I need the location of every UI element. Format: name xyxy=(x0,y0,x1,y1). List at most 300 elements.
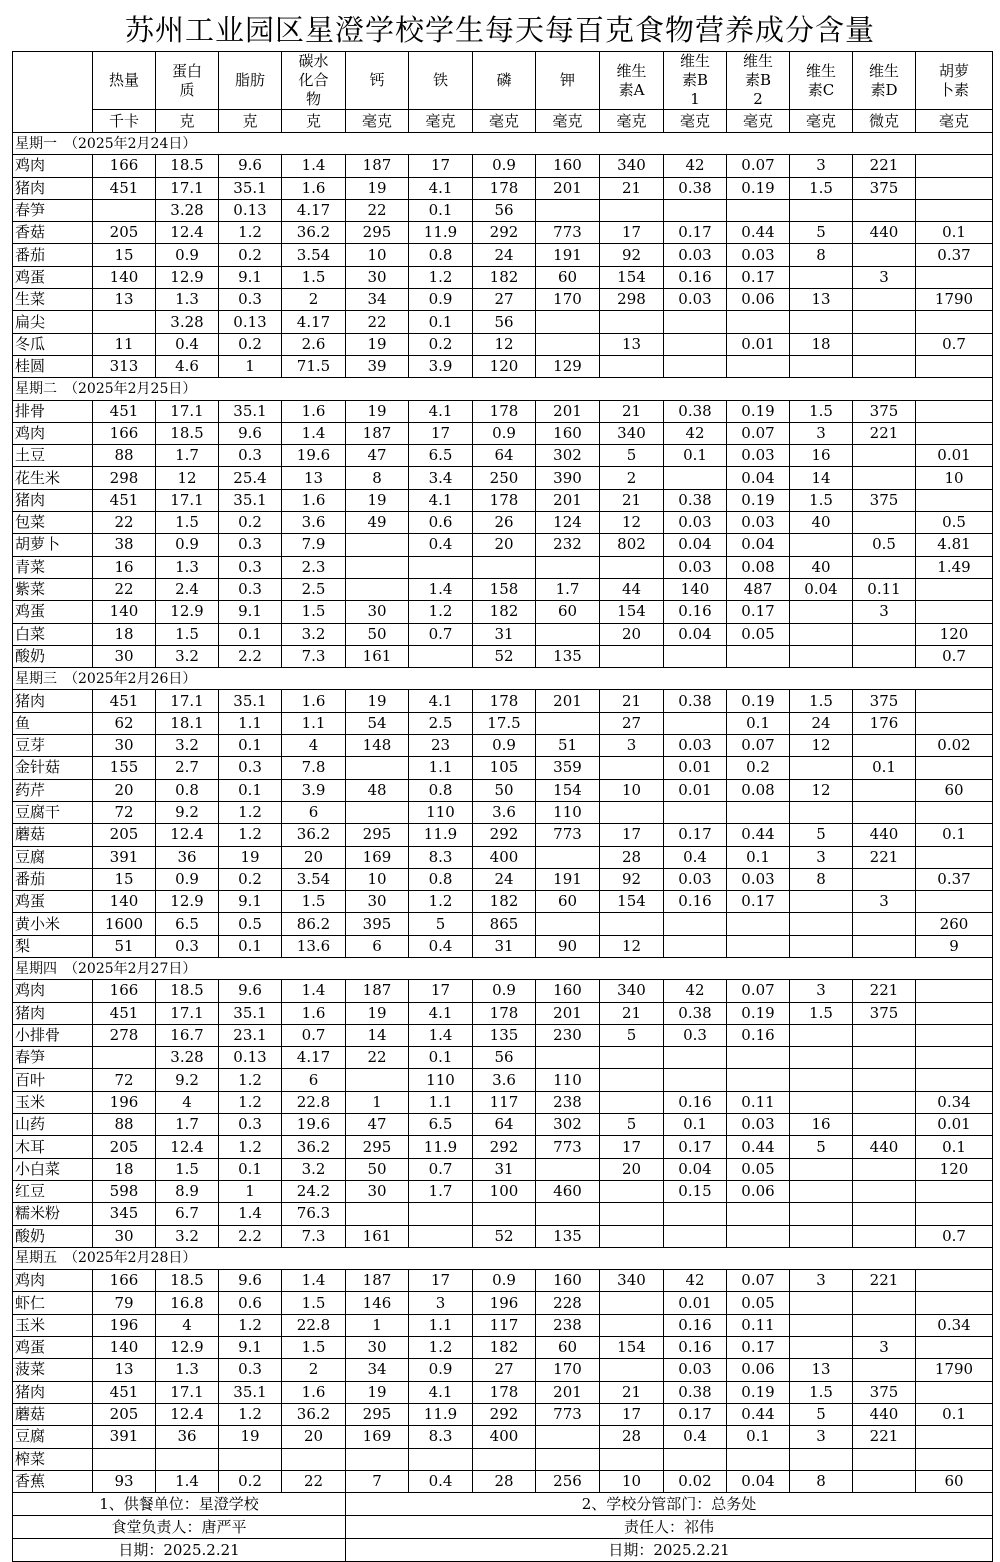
nutrient-value: 0.19 xyxy=(727,690,790,712)
nutrient-value xyxy=(853,1203,916,1225)
nutrient-value: 238 xyxy=(536,1091,600,1113)
nutrient-value: 0.01 xyxy=(664,757,727,779)
nutrient-value: 35.1 xyxy=(219,690,282,712)
nutrient-value xyxy=(916,1024,993,1046)
nutrient-value: 359 xyxy=(536,757,600,779)
nutrient-value: 110 xyxy=(409,1069,473,1091)
nutrient-value xyxy=(600,1203,664,1225)
nutrient-value: 166 xyxy=(93,155,156,177)
nutrient-value: 187 xyxy=(346,422,409,444)
nutrient-value: 1.2 xyxy=(219,1136,282,1158)
nutrient-value xyxy=(727,1069,790,1091)
nutrient-value xyxy=(853,779,916,801)
nutrient-value: 1.2 xyxy=(219,1314,282,1336)
column-header-label: 钙 xyxy=(369,71,385,89)
column-header xyxy=(282,52,346,110)
nutrient-value: 0.7 xyxy=(916,1225,993,1247)
nutrient-value xyxy=(346,556,409,578)
date-left-text: 日期：2025.2.21 xyxy=(13,1539,346,1562)
nutrient-value xyxy=(916,1337,993,1359)
nutrient-value: 39 xyxy=(346,355,409,377)
nutrient-value: 166 xyxy=(93,980,156,1002)
food-name: 鸡蛋 xyxy=(13,601,93,623)
nutrient-value: 250 xyxy=(473,467,536,489)
nutrient-value: 451 xyxy=(93,690,156,712)
nutrient-value: 4 xyxy=(282,735,346,757)
column-header-label: 磷 xyxy=(496,71,512,89)
nutrient-value xyxy=(727,801,790,823)
nutrient-value: 0.9 xyxy=(409,1359,473,1381)
nutrient-value xyxy=(664,1448,727,1470)
nutrient-value xyxy=(853,445,916,467)
nutrient-value: 0.16 xyxy=(664,1337,727,1359)
nutrient-value: 0.07 xyxy=(727,422,790,444)
nutrient-value: 182 xyxy=(473,891,536,913)
nutrient-value: 375 xyxy=(853,690,916,712)
food-row xyxy=(13,645,993,667)
food-name: 小排骨 xyxy=(13,1024,93,1046)
nutrient-value xyxy=(916,155,993,177)
nutrient-value: 1.5 xyxy=(282,266,346,288)
nutrient-value: 36.2 xyxy=(282,1403,346,1425)
nutrient-value: 4.1 xyxy=(409,1381,473,1403)
nutrient-value xyxy=(790,1091,853,1113)
nutrient-value: 205 xyxy=(93,222,156,244)
nutrient-value: 12.4 xyxy=(156,1136,219,1158)
nutrient-value: 3 xyxy=(853,1337,916,1359)
nutrient-value: 154 xyxy=(600,266,664,288)
nutrient-value: 1 xyxy=(346,1314,409,1336)
nutrient-value: 1.3 xyxy=(156,1359,219,1381)
nutrient-value: 20 xyxy=(282,1426,346,1448)
nutrient-value: 110 xyxy=(409,801,473,823)
nutrient-value: 12.9 xyxy=(156,891,219,913)
nutrient-value: 178 xyxy=(473,1002,536,1024)
nutrient-value: 2.5 xyxy=(282,578,346,600)
nutrient-value xyxy=(93,199,156,221)
column-unit: 毫克 xyxy=(473,110,536,133)
nutrient-value: 17 xyxy=(600,824,664,846)
day-label: 星期四 （2025年2月27日） xyxy=(13,957,993,979)
column-header xyxy=(219,52,282,110)
nutrient-value: 160 xyxy=(536,980,600,1002)
nutrient-value: 9.6 xyxy=(219,155,282,177)
nutrient-value xyxy=(790,1180,853,1202)
food-name: 鸡蛋 xyxy=(13,1337,93,1359)
date-right-text: 日期：2025.2.21 xyxy=(346,1539,993,1562)
nutrient-value xyxy=(664,801,727,823)
nutrient-value: 0.03 xyxy=(727,1114,790,1136)
nutrient-value: 4.81 xyxy=(916,534,993,556)
column-header xyxy=(853,52,916,110)
nutrient-value: 4.6 xyxy=(156,355,219,377)
nutrient-value: 0.9 xyxy=(156,244,219,266)
nutrient-value: 17.1 xyxy=(156,1381,219,1403)
nutrient-value xyxy=(409,1225,473,1247)
nutrient-value: 19 xyxy=(346,489,409,511)
nutrient-value: 178 xyxy=(473,1381,536,1403)
column-unit: 毫克 xyxy=(346,110,409,133)
nutrient-value: 60 xyxy=(536,266,600,288)
nutrient-value: 0.01 xyxy=(664,779,727,801)
nutrient-value xyxy=(853,1158,916,1180)
nutrient-value: 117 xyxy=(473,1091,536,1113)
nutrient-value: 1790 xyxy=(916,289,993,311)
nutrient-value xyxy=(790,601,853,623)
nutrient-value: 0.9 xyxy=(473,1270,536,1292)
food-name: 豆腐 xyxy=(13,846,93,868)
nutrient-value: 773 xyxy=(536,824,600,846)
nutrient-value: 221 xyxy=(853,155,916,177)
nutrient-value: 182 xyxy=(473,1337,536,1359)
nutrient-value: 16 xyxy=(790,1114,853,1136)
nutrient-value: 0.38 xyxy=(664,400,727,422)
nutrient-value: 28 xyxy=(600,846,664,868)
nutrient-value: 1600 xyxy=(93,913,156,935)
nutrient-value: 1.3 xyxy=(156,289,219,311)
nutrient-value: 3.2 xyxy=(282,623,346,645)
nutrient-value xyxy=(600,556,664,578)
nutrient-value xyxy=(790,1047,853,1069)
nutrient-value: 1.4 xyxy=(409,1024,473,1046)
nutrient-value: 155 xyxy=(93,757,156,779)
nutrient-value xyxy=(853,333,916,355)
nutrient-value: 0.3 xyxy=(219,1359,282,1381)
nutrient-value: 1.6 xyxy=(282,489,346,511)
nutrient-value: 117 xyxy=(473,1314,536,1336)
nutrient-value: 0.3 xyxy=(156,935,219,957)
nutrient-value: 1.5 xyxy=(156,512,219,534)
nutrient-value: 62 xyxy=(93,712,156,734)
column-unit: 微克 xyxy=(853,110,916,133)
nutrient-value: 0.1 xyxy=(409,1047,473,1069)
food-row xyxy=(13,1180,993,1202)
nutrient-value: 2.7 xyxy=(156,757,219,779)
nutrient-value: 205 xyxy=(93,1136,156,1158)
nutrient-value: 9.2 xyxy=(156,801,219,823)
nutrient-value: 375 xyxy=(853,489,916,511)
nutrient-value xyxy=(727,645,790,667)
nutrient-value: 1 xyxy=(219,1180,282,1202)
nutrient-value: 0.07 xyxy=(727,1270,790,1292)
food-name: 猪肉 xyxy=(13,1002,93,1024)
nutrient-value: 302 xyxy=(536,1114,600,1136)
nutrient-value: 21 xyxy=(600,177,664,199)
nutrient-value xyxy=(536,1158,600,1180)
nutrient-value: 0.5 xyxy=(219,913,282,935)
column-header-label: 维生素A xyxy=(616,61,647,99)
nutrient-value: 0.9 xyxy=(156,868,219,890)
nutrient-value: 0.2 xyxy=(219,333,282,355)
nutrient-value: 3.54 xyxy=(282,868,346,890)
nutrient-value: 120 xyxy=(473,355,536,377)
nutrient-value: 0.05 xyxy=(727,1158,790,1180)
nutrient-value: 50 xyxy=(346,623,409,645)
nutrient-value: 18 xyxy=(93,623,156,645)
food-name: 虾仁 xyxy=(13,1292,93,1314)
nutrient-value: 0.19 xyxy=(727,177,790,199)
nutrient-value xyxy=(664,913,727,935)
nutrient-value: 201 xyxy=(536,489,600,511)
nutrient-value: 1.5 xyxy=(790,177,853,199)
food-row xyxy=(13,199,993,221)
nutrient-value xyxy=(916,311,993,333)
nutrient-value: 19 xyxy=(346,690,409,712)
nutrient-value: 12 xyxy=(473,333,536,355)
nutrient-value: 0.1 xyxy=(664,1114,727,1136)
nutrient-value: 18.5 xyxy=(156,1270,219,1292)
day-label: 星期一 （2025年2月24日） xyxy=(13,133,993,155)
nutrient-value: 1 xyxy=(219,355,282,377)
nutrient-value: 54 xyxy=(346,712,409,734)
nutrient-value xyxy=(346,1069,409,1091)
nutrient-value xyxy=(853,467,916,489)
food-row xyxy=(13,311,993,333)
nutrient-value: 0.38 xyxy=(664,177,727,199)
food-row xyxy=(13,1203,993,1225)
column-header xyxy=(727,52,790,110)
nutrient-value xyxy=(600,1091,664,1113)
nutrient-value: 0.8 xyxy=(156,779,219,801)
nutrient-value: 7.3 xyxy=(282,1225,346,1247)
nutrient-value: 1.6 xyxy=(282,690,346,712)
nutrient-value: 16 xyxy=(93,556,156,578)
nutrient-value: 292 xyxy=(473,824,536,846)
nutrient-value: 36.2 xyxy=(282,222,346,244)
nutrient-value xyxy=(853,1359,916,1381)
nutrient-value xyxy=(600,757,664,779)
nutrient-value: 3.28 xyxy=(156,311,219,333)
nutrient-value: 64 xyxy=(473,445,536,467)
nutrient-value: 0.1 xyxy=(219,735,282,757)
nutrient-value xyxy=(727,1225,790,1247)
nutrient-value: 0.1 xyxy=(664,445,727,467)
nutrient-value: 160 xyxy=(536,422,600,444)
header-unit-row xyxy=(13,110,993,133)
nutrient-value: 3 xyxy=(790,846,853,868)
food-name: 包菜 xyxy=(13,512,93,534)
nutrient-value xyxy=(853,1069,916,1091)
nutrient-value: 10 xyxy=(346,868,409,890)
nutrient-value: 0.03 xyxy=(727,244,790,266)
nutrient-value xyxy=(790,623,853,645)
nutrient-value xyxy=(853,1225,916,1247)
nutrient-value: 1.4 xyxy=(219,1203,282,1225)
column-header-label: 热量 xyxy=(108,71,139,89)
nutrient-value: 0.06 xyxy=(727,289,790,311)
nutrient-value xyxy=(664,712,727,734)
nutrient-value: 30 xyxy=(346,601,409,623)
nutrient-value: 11.9 xyxy=(409,824,473,846)
nutrient-value: 6.5 xyxy=(409,445,473,467)
column-header-label: 钾 xyxy=(559,71,575,89)
nutrient-value: 56 xyxy=(473,1047,536,1069)
food-row xyxy=(13,578,993,600)
nutrient-value xyxy=(346,1203,409,1225)
nutrient-value: 2.2 xyxy=(219,1225,282,1247)
food-row xyxy=(13,868,993,890)
nutrient-value: 0.1 xyxy=(916,824,993,846)
nutrient-value: 0.9 xyxy=(156,534,219,556)
nutrient-value xyxy=(916,578,993,600)
page-title: 苏州工业园区星澄学校学生每天每百克食物营养成分含量 xyxy=(124,13,875,47)
food-name: 冬瓜 xyxy=(13,333,93,355)
column-header-label: 维生素B1 xyxy=(679,52,710,108)
nutrient-value: 160 xyxy=(536,1270,600,1292)
nutrient-value: 12 xyxy=(600,935,664,957)
nutrient-value: 22.8 xyxy=(282,1314,346,1336)
nutrient-value: 802 xyxy=(600,534,664,556)
food-name: 鸡肉 xyxy=(13,155,93,177)
nutrient-value: 40 xyxy=(790,512,853,534)
nutrient-value: 201 xyxy=(536,400,600,422)
nutrient-value: 10 xyxy=(600,1470,664,1492)
nutrient-value: 50 xyxy=(473,779,536,801)
nutrient-value: 340 xyxy=(600,1270,664,1292)
nutrient-value xyxy=(536,913,600,935)
nutrient-value: 0.04 xyxy=(664,534,727,556)
food-row xyxy=(13,1158,993,1180)
nutrient-value: 11 xyxy=(93,333,156,355)
nutrient-value: 31 xyxy=(473,935,536,957)
food-row xyxy=(13,1002,993,1024)
column-unit: 克 xyxy=(219,110,282,133)
nutrient-value: 0.1 xyxy=(916,1403,993,1425)
nutrient-value: 0.11 xyxy=(727,1091,790,1113)
food-row xyxy=(13,1403,993,1425)
food-name: 花生米 xyxy=(13,467,93,489)
food-row xyxy=(13,935,993,957)
food-name: 小白菜 xyxy=(13,1158,93,1180)
nutrient-value: 0.1 xyxy=(219,1158,282,1180)
nutrient-value: 221 xyxy=(853,422,916,444)
nutrient-value: 140 xyxy=(93,601,156,623)
nutrient-value xyxy=(916,980,993,1002)
food-name: 榨菜 xyxy=(13,1448,93,1470)
nutrient-value xyxy=(536,712,600,734)
food-row xyxy=(13,155,993,177)
nutrient-value: 1.6 xyxy=(282,1381,346,1403)
nutrient-value: 76.3 xyxy=(282,1203,346,1225)
nutrient-value xyxy=(600,1225,664,1247)
nutrient-value xyxy=(790,757,853,779)
nutrient-value: 302 xyxy=(536,445,600,467)
nutrient-value xyxy=(600,199,664,221)
food-row xyxy=(13,980,993,1002)
nutrient-value: 20 xyxy=(600,1158,664,1180)
nutrient-value: 0.1 xyxy=(219,623,282,645)
nutrient-value: 1.3 xyxy=(156,556,219,578)
nutrient-value: 1 xyxy=(346,1091,409,1113)
nutrient-value xyxy=(916,1180,993,1202)
day-section-row xyxy=(13,378,993,400)
column-header xyxy=(473,52,536,110)
nutrient-value: 232 xyxy=(536,534,600,556)
day-section-row xyxy=(13,1247,993,1269)
nutrient-value xyxy=(853,868,916,890)
nutrient-value xyxy=(853,556,916,578)
nutrient-value: 5 xyxy=(600,1024,664,1046)
food-row xyxy=(13,1024,993,1046)
nutrient-value: 292 xyxy=(473,222,536,244)
nutrient-value: 100 xyxy=(473,1180,536,1202)
nutrient-value xyxy=(790,1225,853,1247)
nutrient-value xyxy=(536,623,600,645)
nutrient-value: 0.01 xyxy=(916,445,993,467)
nutrient-value: 221 xyxy=(853,980,916,1002)
nutrient-value: 8.9 xyxy=(156,1180,219,1202)
nutrient-value xyxy=(916,199,993,221)
nutrient-value: 440 xyxy=(853,1403,916,1425)
nutrient-value: 22 xyxy=(93,578,156,600)
nutrient-value: 3 xyxy=(600,735,664,757)
nutrient-value: 196 xyxy=(93,1091,156,1113)
food-name: 鸡蛋 xyxy=(13,266,93,288)
nutrient-value: 0.04 xyxy=(727,467,790,489)
nutrient-value: 0.44 xyxy=(727,1403,790,1425)
day-label: 星期五 （2025年2月28日） xyxy=(13,1247,993,1269)
nutrient-value: 22.8 xyxy=(282,1091,346,1113)
nutrient-value: 18.5 xyxy=(156,155,219,177)
nutrient-value xyxy=(790,935,853,957)
nutrient-value: 1.7 xyxy=(156,1114,219,1136)
nutrient-value: 20 xyxy=(93,779,156,801)
nutrient-value: 0.3 xyxy=(219,757,282,779)
nutrient-value: 1.6 xyxy=(282,400,346,422)
nutrient-value xyxy=(853,1470,916,1492)
nutrient-value: 35.1 xyxy=(219,1002,282,1024)
food-name: 酸奶 xyxy=(13,645,93,667)
nutrient-value: 260 xyxy=(916,913,993,935)
nutrient-value: 22 xyxy=(346,1047,409,1069)
nutrient-value: 375 xyxy=(853,400,916,422)
column-header xyxy=(93,52,156,110)
nutrient-value: 19 xyxy=(346,177,409,199)
nutrient-value: 0.03 xyxy=(727,868,790,890)
nutrient-value: 9.1 xyxy=(219,1337,282,1359)
nutrient-value: 4.1 xyxy=(409,489,473,511)
nutrient-value xyxy=(600,355,664,377)
food-name: 猪肉 xyxy=(13,177,93,199)
nutrient-value: 0.17 xyxy=(664,1403,727,1425)
nutrient-value xyxy=(727,355,790,377)
nutrient-value: 4.1 xyxy=(409,400,473,422)
nutrient-value: 10 xyxy=(600,779,664,801)
nutrient-value: 1.5 xyxy=(282,1292,346,1314)
nutrient-value: 0.7 xyxy=(282,1024,346,1046)
nutrient-value xyxy=(916,601,993,623)
nutrient-value: 40 xyxy=(790,556,853,578)
column-header-label: 脂肪 xyxy=(234,71,265,89)
nutrient-value xyxy=(600,1292,664,1314)
nutrient-value: 12 xyxy=(790,735,853,757)
nutrient-value xyxy=(536,1047,600,1069)
nutrient-value: 375 xyxy=(853,1002,916,1024)
nutrient-value: 0.03 xyxy=(664,244,727,266)
nutrient-value: 161 xyxy=(346,1225,409,1247)
nutrient-value xyxy=(346,757,409,779)
nutrient-value: 135 xyxy=(536,645,600,667)
nutrient-value: 20 xyxy=(600,623,664,645)
nutrient-value: 90 xyxy=(536,935,600,957)
food-row xyxy=(13,801,993,823)
nutrient-value xyxy=(282,1448,346,1470)
nutrient-value: 22 xyxy=(282,1470,346,1492)
food-row xyxy=(13,556,993,578)
nutrient-value xyxy=(346,578,409,600)
nutrient-value: 21 xyxy=(600,690,664,712)
nutrient-value: 9.1 xyxy=(219,601,282,623)
